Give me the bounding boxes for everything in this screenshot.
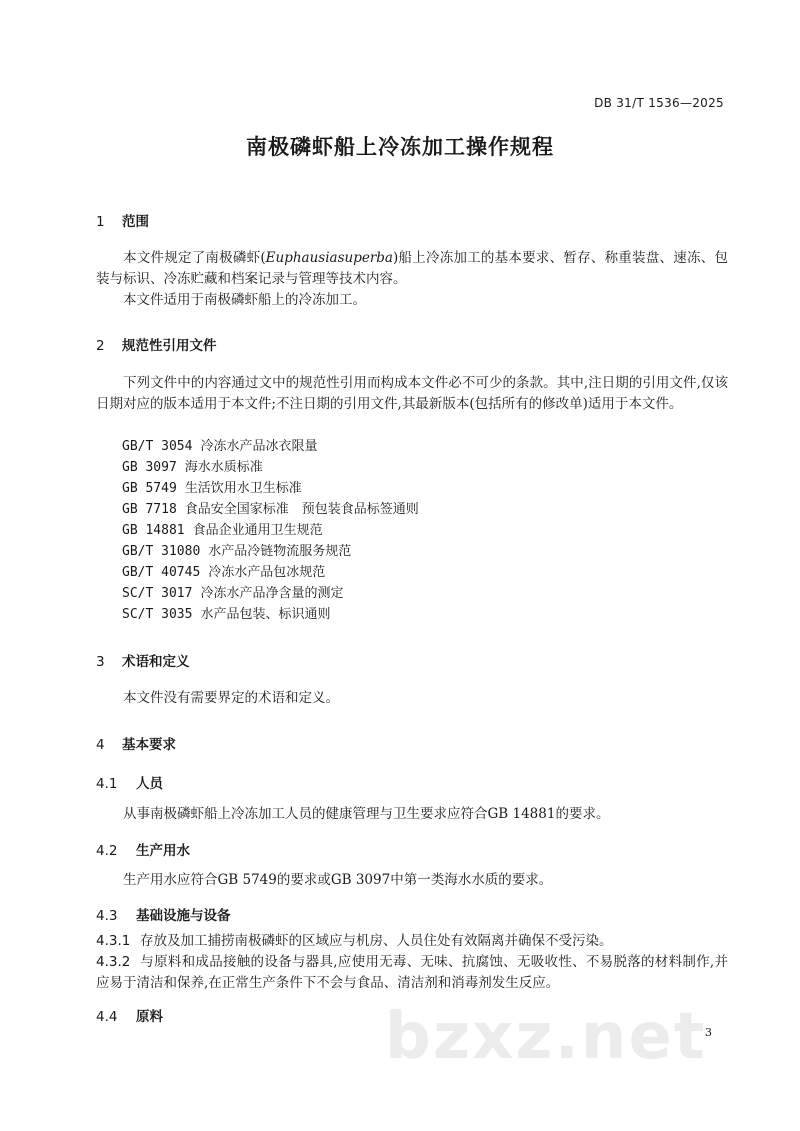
reference-item — [122, 542, 351, 562]
water-paragraph: 生产用水应符合GB 5749的要求或GB 3097中第一类海水水质的要求。 — [123, 872, 553, 888]
reference-title: 食品企业通用卫生规范 — [192, 523, 323, 538]
reference-title: 冷冻水产品净含量的测定 — [200, 586, 344, 601]
scope-text-b: )船上冷冻加工的基本要求、暂存、称重装盘、速冻、包装与标识、冷冻贮藏和档案记录与管理等技术内容。 — [96, 250, 728, 287]
section-title: 原料 — [136, 1009, 163, 1025]
reference-code: GB 14881 — [122, 523, 185, 538]
reference-title: 冷冻水产品包冰规范 — [208, 565, 326, 580]
reference-title: 水产品包装、标识通则 — [200, 607, 331, 622]
section-title: 基本要求 — [122, 737, 176, 753]
section-number: 4.2 — [96, 843, 118, 859]
section-number: 1 — [96, 214, 105, 230]
reference-item — [122, 437, 317, 457]
section-4-3-heading — [96, 904, 231, 924]
clause-4-3-1 — [96, 931, 728, 952]
reference-title: 生活饮用水卫生标准 — [184, 481, 302, 496]
reference-item — [122, 521, 323, 541]
section-2-heading — [96, 334, 217, 354]
section-number: 4.1 — [96, 776, 118, 792]
reference-code: GB 3097 — [122, 460, 177, 475]
clause-4-3-2 — [96, 952, 728, 994]
section-number: 4.4 — [96, 1009, 118, 1025]
reference-code: SC/T 3035 — [122, 607, 193, 622]
scope-paragraph — [96, 248, 728, 290]
scope-text-a: 本文件规定了南极磷虾( — [123, 250, 266, 266]
section-4-4-heading — [96, 1005, 163, 1025]
section-3-heading — [96, 650, 190, 670]
reference-title: 水产品冷链物流服务规范 — [208, 544, 352, 559]
section-title: 术语和定义 — [122, 654, 190, 670]
reference-title: 海水水质标准 — [184, 460, 263, 475]
section-number: 2 — [96, 338, 105, 354]
personnel-paragraph: 从事南极磷虾船上冷冻加工人员的健康管理与卫生要求应符合GB 14881的要求。 — [123, 806, 610, 822]
reference-item — [122, 458, 263, 478]
clause-text: 与原料和成品接触的设备与器具,应使用无毒、无味、抗腐蚀、无吸收性、不易脱落的材料制作,并应易于清洁和保养,在正常生产条件下不会与食品、清洁剂和消毒剂发生反应。 — [96, 954, 728, 991]
reference-code: GB/T 40745 — [122, 565, 201, 580]
reference-item — [122, 479, 302, 499]
section-4-1-heading — [96, 772, 163, 792]
species-name: Euphausiasuperba — [265, 250, 393, 266]
reference-title: 冷冻水产品冰衣限量 — [200, 439, 318, 454]
reference-title: 食品安全国家标准 预包装食品标签通则 — [184, 502, 419, 517]
section-number: 4.3 — [96, 908, 118, 924]
clause-number: 4.3.1 — [96, 933, 131, 949]
section-title: 生产用水 — [136, 843, 190, 859]
reference-item — [122, 605, 330, 625]
section-number: 4 — [96, 737, 105, 753]
section-title: 人员 — [136, 776, 163, 792]
references-intro: 下列文件中的内容通过文中的规范性引用而构成本文件必不可少的条款。其中,注日期的引用文件,仅该日期对应的版本适用于本文件;不注日期的引用文件,其最新版本(包括所有的修改单)适用于本文件。 — [96, 375, 728, 412]
watermark: bzxz.net — [385, 1000, 707, 1074]
reference-code: GB/T 31080 — [122, 544, 201, 559]
applicability-paragraph: 本文件适用于南极磷虾船上的冷冻加工。 — [123, 292, 366, 308]
section-title: 基础设施与设备 — [136, 908, 231, 924]
section-title: 规范性引用文件 — [122, 338, 217, 354]
standard-number: DB 31/T 1536—2025 — [594, 96, 724, 110]
reference-code: GB 5749 — [122, 481, 177, 496]
clause-text: 存放及加工捕捞南极磷虾的区域应与机房、人员住处有效隔离并确保不受污染。 — [140, 933, 613, 949]
section-number: 3 — [96, 654, 105, 670]
reference-item — [122, 500, 419, 520]
section-1-heading — [96, 210, 149, 230]
section-title: 范围 — [122, 214, 149, 230]
section-4-heading — [96, 733, 176, 753]
section-4-2-heading — [96, 839, 190, 859]
clause-number: 4.3.2 — [96, 954, 131, 970]
reference-code: SC/T 3017 — [122, 586, 193, 601]
terms-paragraph: 本文件没有需要界定的术语和定义。 — [123, 690, 339, 706]
reference-item — [122, 584, 343, 604]
document-title: 南极磷虾船上冷冻加工操作规程 — [246, 135, 554, 159]
reference-code: GB 7718 — [122, 502, 177, 517]
reference-item — [122, 563, 325, 583]
page-number: 3 — [705, 1026, 712, 1039]
reference-code: GB/T 3054 — [122, 439, 193, 454]
